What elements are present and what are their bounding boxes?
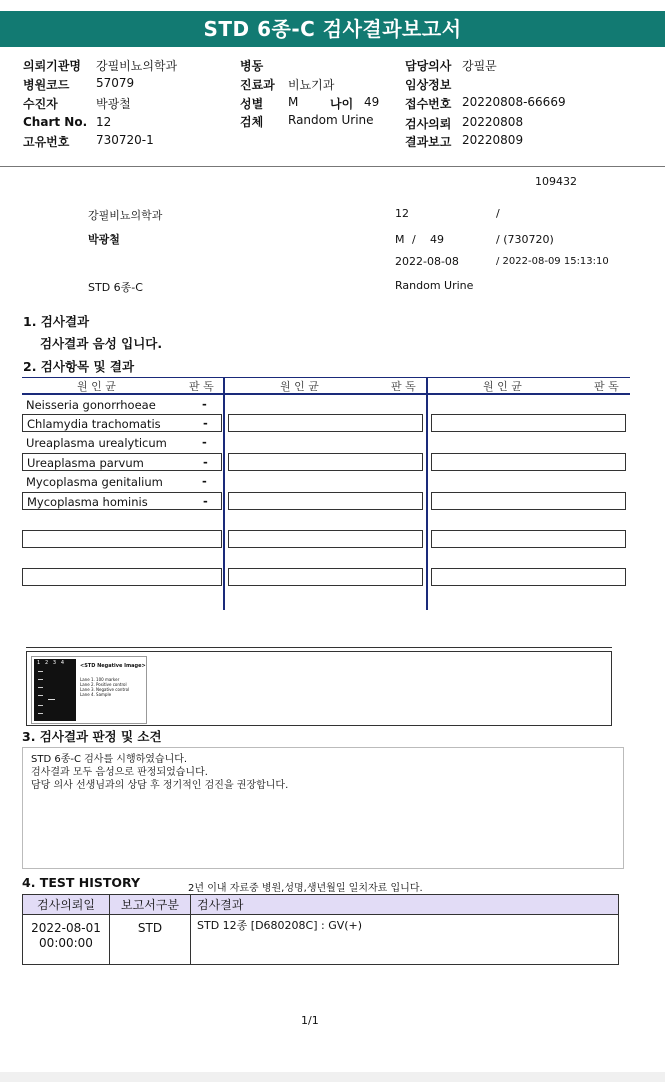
gel-band <box>48 699 55 700</box>
section1-title: 1. 검사결과 <box>23 314 90 329</box>
gel-legend-item: Lane 4. Sample <box>80 692 112 697</box>
empty-row <box>228 453 423 471</box>
summary-sex: M <box>395 233 405 246</box>
result-row <box>22 492 222 510</box>
label-institution: 의뢰기관명 <box>23 59 81 73</box>
divider-line <box>26 647 612 648</box>
pathogen-name: Chlamydia trachomatis <box>27 417 161 431</box>
pathogen-result: - <box>203 455 208 469</box>
gel-photo <box>34 659 76 721</box>
summary-slash-age: / <box>412 233 416 246</box>
history-result: STD 12종 [D680208C] : GV(+) <box>191 915 619 965</box>
value-doctor: 강필문 <box>462 59 497 73</box>
empty-row <box>431 568 626 586</box>
label-ward: 병동 <box>240 59 264 73</box>
pathogen-result: - <box>202 474 207 488</box>
empty-row <box>228 530 423 548</box>
value-report-date: 20220809 <box>462 133 524 147</box>
label-age: 나이 <box>330 97 354 111</box>
value-sex: M <box>288 95 299 109</box>
report-title: STD 6종-C 검사결과보고서 <box>0 11 665 47</box>
patient-info-header <box>0 49 665 167</box>
gel-legend-item: Lane 3. Negative control <box>80 687 130 692</box>
label-department: 진료과 <box>240 78 275 92</box>
history-col-result: 검사결과 <box>191 895 619 915</box>
empty-row <box>431 414 626 432</box>
summary-reported: / 2022-08-09 15:13:10 <box>496 256 609 267</box>
label-doctor: 담당의사 <box>405 59 452 73</box>
history-note: 2년 이내 자료중 병원,성명,생년월일 일치자료 입니다. <box>188 883 423 894</box>
history-date-cell <box>23 915 110 965</box>
gel-band <box>38 695 43 696</box>
opinion-text <box>31 753 288 792</box>
empty-row <box>228 568 423 586</box>
value-hospital-code: 57079 <box>96 76 135 90</box>
result-row <box>22 396 222 414</box>
value-institution: 강필비뇨의학과 <box>96 59 178 73</box>
table-divider-1 <box>223 377 225 610</box>
pathogen-name: Ureaplasma parvum <box>27 456 144 470</box>
label-unique-no: 고유번호 <box>23 135 70 149</box>
gel-legend-item: Lane 1. 100 marker <box>80 677 120 682</box>
gel-legend-item: Lane 2. Positive control <box>80 682 127 687</box>
result-row <box>22 434 222 452</box>
label-sex: 성별 <box>240 97 264 111</box>
empty-row <box>431 530 626 548</box>
history-time: 00:00:00 <box>39 936 93 950</box>
page-number: 1/1 <box>301 1014 319 1027</box>
pathogen-name: Mycoplasma hominis <box>27 495 148 509</box>
label-clinical-info: 임상정보 <box>405 78 452 92</box>
value-unique-no: 730720-1 <box>96 133 154 147</box>
value-department: 비뇨기과 <box>288 78 335 92</box>
gel-band <box>38 705 43 706</box>
col-header-result-3: 판 독 <box>594 380 619 393</box>
empty-row <box>22 568 222 586</box>
gel-image <box>31 656 147 724</box>
value-specimen: Random Urine <box>288 113 374 127</box>
pathogen-result: - <box>203 494 208 508</box>
gel-band <box>38 687 43 688</box>
label-chart-no: Chart No. <box>23 115 88 129</box>
opinion-line: 검사결과 모두 음성으로 판정되었습니다. <box>31 767 208 778</box>
history-header-row <box>23 895 619 915</box>
col-header-pathogen-1: 원 인 균 <box>77 380 116 393</box>
summary-chart: 12 <box>395 207 409 220</box>
empty-row <box>22 530 222 548</box>
value-request-date: 20220808 <box>462 115 524 129</box>
pathogen-result: - <box>202 397 207 411</box>
history-table <box>22 894 619 965</box>
gel-band <box>38 679 43 680</box>
summary-slash: / <box>496 207 500 220</box>
col-header-pathogen-3: 원 인 균 <box>483 380 522 393</box>
gel-title: <STD Negative Image> <box>80 663 146 669</box>
gel-image-frame <box>26 651 612 726</box>
col-header-result-2: 판 독 <box>391 380 416 393</box>
label-specimen: 검체 <box>240 115 264 129</box>
section4-title: 4. TEST HISTORY <box>22 875 141 890</box>
history-type: STD <box>110 915 191 965</box>
value-chart-no: 12 <box>96 115 112 129</box>
gel-legend <box>80 677 129 697</box>
opinion-box <box>22 747 624 869</box>
history-row <box>23 915 619 965</box>
label-hospital-code: 병원코드 <box>23 78 70 92</box>
value-receipt-no: 20220808-66669 <box>462 95 566 109</box>
pathogen-name: Mycoplasma genitalium <box>26 475 163 489</box>
label-report-date: 결과보고 <box>405 135 452 149</box>
section1-text: 검사결과 음성 입니다. <box>40 336 163 351</box>
empty-row <box>228 414 423 432</box>
table-divider-2 <box>426 377 428 610</box>
history-col-date: 검사의뢰일 <box>23 895 110 915</box>
section3-title: 3. 검사결과 판정 및 소견 <box>22 729 162 744</box>
col-header-result-1: 판 독 <box>189 380 214 393</box>
gel-band <box>38 713 43 714</box>
result-table-header <box>22 377 630 395</box>
opinion-line: STD 6종-C 검사를 시행하였습니다. <box>31 754 188 765</box>
pathogen-name: Ureaplasma urealyticum <box>26 436 167 450</box>
summary-institution: 강필비뇨의학과 <box>88 209 163 222</box>
section2-title: 2. 검사항목 및 결과 <box>23 359 135 374</box>
summary-received: 2022-08-08 <box>395 255 459 268</box>
pathogen-result: - <box>202 435 207 449</box>
pathogen-result: - <box>203 416 208 430</box>
result-row <box>22 453 222 471</box>
empty-row <box>431 492 626 510</box>
label-patient: 수진자 <box>23 97 58 111</box>
summary-age: 49 <box>430 233 444 246</box>
empty-row <box>228 492 423 510</box>
label-request-date: 검사의뢰 <box>405 117 452 131</box>
summary-id: / (730720) <box>496 233 554 246</box>
result-row <box>22 414 222 432</box>
opinion-line: 담당 의사 선생님과의 상담 후 정기적인 검진을 권장합니다. <box>31 780 289 791</box>
label-receipt-no: 접수번호 <box>405 97 452 111</box>
report-number: 109432 <box>535 175 577 188</box>
footer-band <box>0 1072 665 1082</box>
result-row <box>22 473 222 491</box>
history-date: 2022-08-01 <box>31 921 101 935</box>
history-col-type: 보고서구분 <box>110 895 191 915</box>
summary-specimen: Random Urine <box>395 279 474 292</box>
pathogen-name: Neisseria gonorrhoeae <box>26 398 156 412</box>
summary-test: STD 6종-C <box>88 281 143 294</box>
gel-lane-numbers: 1 2 3 4 <box>37 660 65 666</box>
gel-band <box>38 671 43 672</box>
col-header-pathogen-2: 원 인 균 <box>280 380 319 393</box>
value-age: 49 <box>364 95 380 109</box>
value-patient: 박광철 <box>96 97 131 111</box>
summary-patient: 박광철 <box>88 233 120 246</box>
empty-row <box>431 453 626 471</box>
